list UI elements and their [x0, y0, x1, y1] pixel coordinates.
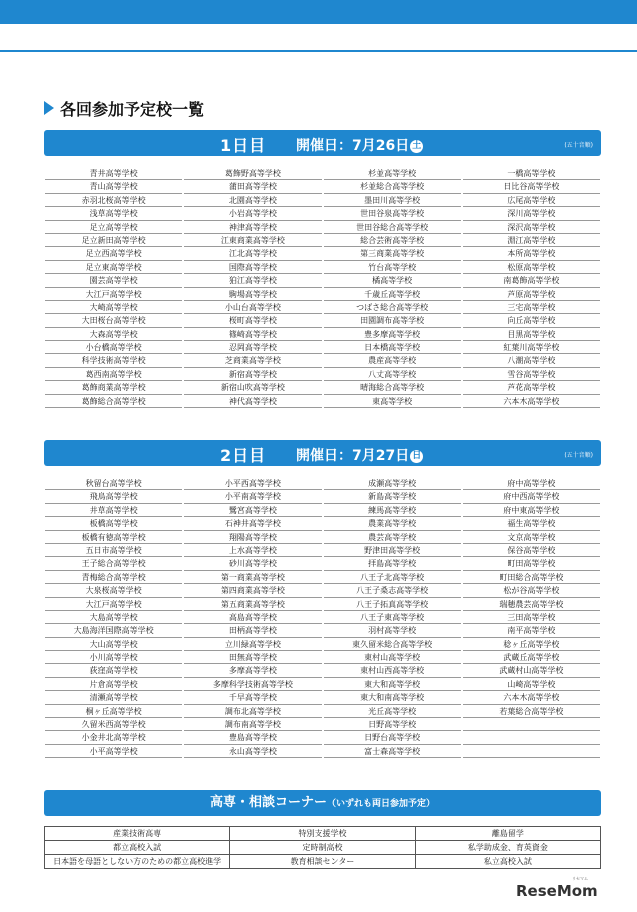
table-row	[44, 571, 601, 584]
school-cell: 大田桜台高等学校	[45, 314, 182, 327]
school-cell: 田柄高等学校	[184, 624, 321, 637]
school-cell: 光丘高等学校	[324, 705, 461, 718]
school-cell: 大泉桜高等学校	[45, 584, 182, 597]
school-cell	[463, 731, 600, 744]
school-cell: 永山高等学校	[184, 745, 321, 758]
consultation-table	[44, 826, 601, 869]
school-cell: 井草高等学校	[45, 504, 182, 517]
school-cell: 羽村高等学校	[324, 624, 461, 637]
day1-label: 1日目	[220, 136, 267, 155]
table-row	[44, 477, 601, 490]
school-cell: 浅草高等学校	[45, 207, 182, 220]
school-cell: 大江戸高等学校	[45, 288, 182, 301]
day2-school-grid	[44, 477, 601, 758]
day1-date-text: 開催日：7月26日	[296, 138, 410, 154]
school-cell: 世田谷泉高等学校	[324, 207, 461, 220]
school-cell: 成瀬高等学校	[324, 477, 461, 490]
school-cell: 日野台高等学校	[324, 731, 461, 744]
school-cell: 桜町高等学校	[184, 314, 321, 327]
school-cell: 小平南高等学校	[184, 490, 321, 503]
school-cell: 荻窪高等学校	[45, 664, 182, 677]
school-cell: 多摩科学技術高等学校	[184, 678, 321, 691]
school-cell: 八王子拓真高等学校	[324, 598, 461, 611]
consultation-row	[45, 841, 601, 855]
table-row	[44, 531, 601, 544]
day2-order-note: (五十音順)	[564, 452, 593, 459]
day1-school-grid	[44, 167, 601, 408]
school-cell: 武蔵村山高等学校	[463, 664, 600, 677]
table-row	[44, 731, 601, 744]
school-cell: 赤羽北桜高等学校	[45, 194, 182, 207]
table-row	[44, 517, 601, 530]
school-cell	[463, 745, 600, 758]
school-cell: 園芸高等学校	[45, 274, 182, 287]
school-cell: 本所高等学校	[463, 247, 600, 260]
table-row	[44, 288, 601, 301]
school-cell: 芦花高等学校	[463, 381, 600, 394]
school-cell: 稔ヶ丘高等学校	[463, 638, 600, 651]
school-cell: 小金井北高等学校	[45, 731, 182, 744]
school-cell: 府中高等学校	[463, 477, 600, 490]
school-cell: 東大和高等学校	[324, 678, 461, 691]
school-cell: 忍岡高等学校	[184, 341, 321, 354]
school-cell: 小平高等学校	[45, 745, 182, 758]
table-row	[44, 167, 601, 180]
school-cell: 豊多摩高等学校	[324, 328, 461, 341]
school-cell: 足立西高等学校	[45, 247, 182, 260]
school-cell: 豊島高等学校	[184, 731, 321, 744]
table-row	[44, 207, 601, 220]
school-cell: 晴海総合高等学校	[324, 381, 461, 394]
school-cell: つばさ総合高等学校	[324, 301, 461, 314]
day2-label: 2日目	[220, 446, 267, 465]
consultation-cell: 産業技術高専	[45, 827, 230, 841]
school-cell: 大山高等学校	[45, 638, 182, 651]
day1-order-note: (五十音順)	[564, 142, 593, 149]
table-row	[44, 221, 601, 234]
logo-small-text: リセマム	[572, 876, 588, 881]
school-cell: 青井高等学校	[45, 167, 182, 180]
school-cell: 八王子東高等学校	[324, 611, 461, 624]
school-cell: 拝島高等学校	[324, 557, 461, 570]
consultation-cell: 私立高校入試	[415, 855, 600, 869]
school-cell: 秋留台高等学校	[45, 477, 182, 490]
consultation-header	[44, 790, 601, 816]
school-cell: 第五商業高等学校	[184, 598, 321, 611]
school-cell: 雪谷高等学校	[463, 368, 600, 381]
school-cell: 一橋高等学校	[463, 167, 600, 180]
day2-weekday-badge: 日	[412, 450, 422, 461]
school-cell: 大島高等学校	[45, 611, 182, 624]
consultation-cell: 日本語を母語としない方のための都立高校進学	[45, 855, 230, 869]
table-row	[44, 180, 601, 193]
school-cell: 武蔵丘高等学校	[463, 651, 600, 664]
school-cell: 南葛飾高等学校	[463, 274, 600, 287]
school-cell: 橘高等学校	[324, 274, 461, 287]
table-row	[44, 247, 601, 260]
school-cell: 清瀬高等学校	[45, 691, 182, 704]
school-cell: 調布南高等学校	[184, 718, 321, 731]
school-cell: 小台橋高等学校	[45, 341, 182, 354]
school-cell: 府中西高等学校	[463, 490, 600, 503]
school-cell: 六本木高等学校	[463, 395, 600, 408]
school-cell: 第一商業高等学校	[184, 571, 321, 584]
school-cell: 瑞穂農芸高等学校	[463, 598, 600, 611]
school-cell: 日本橋高等学校	[324, 341, 461, 354]
school-cell: 東村山高等学校	[324, 651, 461, 664]
school-cell: 足立新田高等学校	[45, 234, 182, 247]
school-cell: 蒲田高等学校	[184, 180, 321, 193]
table-row	[44, 598, 601, 611]
day2-date	[296, 445, 423, 465]
school-cell: 新宿高等学校	[184, 368, 321, 381]
consultation-cell: 私学助成金、育英資金	[415, 841, 600, 855]
consultation-row	[45, 855, 601, 869]
table-row	[44, 718, 601, 731]
table-row	[44, 584, 601, 597]
school-cell: 鷺宮高等学校	[184, 504, 321, 517]
school-cell: 青梅総合高等学校	[45, 571, 182, 584]
school-cell: 千早高等学校	[184, 691, 321, 704]
school-cell: 調布北高等学校	[184, 705, 321, 718]
school-cell: 野津田高等学校	[324, 544, 461, 557]
table-row	[44, 261, 601, 274]
school-cell: 神代高等学校	[184, 395, 321, 408]
school-cell: 深沢高等学校	[463, 221, 600, 234]
school-cell: 淵江高等学校	[463, 234, 600, 247]
logo-text: ReseMom	[516, 882, 598, 900]
school-cell: 砂川高等学校	[184, 557, 321, 570]
school-cell: 大島海洋国際高等学校	[45, 624, 182, 637]
school-cell: 小岩高等学校	[184, 207, 321, 220]
triangle-marker-icon	[44, 101, 54, 115]
school-cell: 農芸高等学校	[324, 531, 461, 544]
consultation-title: 高専・相談コーナー	[209, 795, 327, 810]
school-cell: 国際高等学校	[184, 261, 321, 274]
school-cell: 桐ヶ丘高等学校	[45, 705, 182, 718]
school-cell: 東高等学校	[324, 395, 461, 408]
school-cell: 石神井高等学校	[184, 517, 321, 530]
school-cell: 五日市高等学校	[45, 544, 182, 557]
table-row	[44, 301, 601, 314]
school-cell: 新宿山吹高等学校	[184, 381, 321, 394]
school-cell: 墨田川高等学校	[324, 194, 461, 207]
school-cell: 大崎高等学校	[45, 301, 182, 314]
school-cell: 竹台高等学校	[324, 261, 461, 274]
school-cell: 飛鳥高等学校	[45, 490, 182, 503]
table-row	[44, 274, 601, 287]
consultation-note: （いずれも両日参加予定）	[327, 799, 436, 809]
day1-header	[44, 130, 601, 156]
table-row	[44, 678, 601, 691]
school-cell: 山崎高等学校	[463, 678, 600, 691]
resemom-logo	[516, 876, 598, 900]
school-cell: 青山高等学校	[45, 180, 182, 193]
school-cell: 板橋高等学校	[45, 517, 182, 530]
consultation-cell: 定時制高校	[230, 841, 415, 855]
day1-weekday-badge: 土	[412, 140, 422, 151]
table-row	[44, 611, 601, 624]
table-row	[44, 638, 601, 651]
school-cell	[463, 718, 600, 731]
school-cell: 神津高等学校	[184, 221, 321, 234]
school-cell: 福生高等学校	[463, 517, 600, 530]
page-title-text: 各回参加予定校一覧	[60, 99, 205, 119]
school-cell: 向丘高等学校	[463, 314, 600, 327]
school-cell: 葛飾総合高等学校	[45, 395, 182, 408]
school-cell: 葛飾野高等学校	[184, 167, 321, 180]
school-cell: 江北高等学校	[184, 247, 321, 260]
school-cell: 田無高等学校	[184, 651, 321, 664]
school-cell: 三田高等学校	[463, 611, 600, 624]
table-row	[44, 624, 601, 637]
table-row	[44, 194, 601, 207]
table-row	[44, 705, 601, 718]
school-cell: 八王子北高等学校	[324, 571, 461, 584]
school-cell: 六本木高等学校	[463, 691, 600, 704]
school-cell: 芝商業高等学校	[184, 354, 321, 367]
top-color-band	[0, 0, 637, 24]
school-cell: 南平高等学校	[463, 624, 600, 637]
school-cell: 高島高等学校	[184, 611, 321, 624]
school-cell: 大森高等学校	[45, 328, 182, 341]
school-cell: 田園調布高等学校	[324, 314, 461, 327]
school-cell: 日比谷高等学校	[463, 180, 600, 193]
table-row	[44, 490, 601, 503]
school-cell: 保谷高等学校	[463, 544, 600, 557]
school-cell: 新島高等学校	[324, 490, 461, 503]
school-cell: 町田総合高等学校	[463, 571, 600, 584]
table-row	[44, 691, 601, 704]
school-cell: 八丈高等学校	[324, 368, 461, 381]
school-cell: 上水高等学校	[184, 544, 321, 557]
table-row	[44, 544, 601, 557]
school-cell: 片倉高等学校	[45, 678, 182, 691]
school-cell: 葛飾商業高等学校	[45, 381, 182, 394]
school-cell: 第三商業高等学校	[324, 247, 461, 260]
school-cell: 松が谷高等学校	[463, 584, 600, 597]
school-cell: 府中東高等学校	[463, 504, 600, 517]
school-cell: 第四商業高等学校	[184, 584, 321, 597]
school-cell: 小平西高等学校	[184, 477, 321, 490]
consultation-cell: 離島留学	[415, 827, 600, 841]
school-cell: 芦原高等学校	[463, 288, 600, 301]
school-cell: 世田谷総合高等学校	[324, 221, 461, 234]
school-cell: 練馬高等学校	[324, 504, 461, 517]
table-row	[44, 664, 601, 677]
school-cell: 大江戸高等学校	[45, 598, 182, 611]
school-cell: 小山台高等学校	[184, 301, 321, 314]
table-row	[44, 745, 601, 758]
day1-date	[296, 135, 423, 155]
school-cell: 松原高等学校	[463, 261, 600, 274]
school-cell: 八王子桑志高等学校	[324, 584, 461, 597]
school-cell: 若葉総合高等学校	[463, 705, 600, 718]
table-row	[44, 314, 601, 327]
school-cell: 東村山西高等学校	[324, 664, 461, 677]
school-cell: 狛江高等学校	[184, 274, 321, 287]
school-cell: 日野高等学校	[324, 718, 461, 731]
school-cell: 駒場高等学校	[184, 288, 321, 301]
school-cell: 北園高等学校	[184, 194, 321, 207]
school-cell: 王子総合高等学校	[45, 557, 182, 570]
school-cell: 立川緑高等学校	[184, 638, 321, 651]
consultation-cell: 特別支援学校	[230, 827, 415, 841]
table-row	[44, 354, 601, 367]
consultation-cell: 都立高校入試	[45, 841, 230, 855]
school-cell: 篠崎高等学校	[184, 328, 321, 341]
school-cell: 三宅高等学校	[463, 301, 600, 314]
school-cell: 農産高等学校	[324, 354, 461, 367]
table-row	[44, 504, 601, 517]
school-cell: 翔陽高等学校	[184, 531, 321, 544]
school-cell: 葛西南高等学校	[45, 368, 182, 381]
top-banner	[0, 0, 637, 52]
school-cell: 江東商業高等学校	[184, 234, 321, 247]
school-cell: 町田高等学校	[463, 557, 600, 570]
school-cell: 杉並高等学校	[324, 167, 461, 180]
consultation-row	[45, 827, 601, 841]
school-cell: 農業高等学校	[324, 517, 461, 530]
school-cell: 紅葉川高等学校	[463, 341, 600, 354]
school-cell: 杉並総合高等学校	[324, 180, 461, 193]
school-cell: 千歳丘高等学校	[324, 288, 461, 301]
page-title	[44, 97, 204, 119]
school-cell: 足立高等学校	[45, 221, 182, 234]
school-cell: 久留米西高等学校	[45, 718, 182, 731]
table-row	[44, 328, 601, 341]
table-row	[44, 557, 601, 570]
school-cell: 東大和南高等学校	[324, 691, 461, 704]
table-row	[44, 381, 601, 394]
top-rule	[0, 50, 637, 52]
school-cell: 小川高等学校	[45, 651, 182, 664]
day2-date-text: 開催日：7月27日	[296, 448, 410, 464]
school-cell: 科学技術高等学校	[45, 354, 182, 367]
school-cell: 多摩高等学校	[184, 664, 321, 677]
table-row	[44, 341, 601, 354]
school-cell: 深川高等学校	[463, 207, 600, 220]
school-cell: 足立東高等学校	[45, 261, 182, 274]
consultation-cell: 教育相談センター	[230, 855, 415, 869]
day2-header	[44, 440, 601, 466]
school-cell: 目黒高等学校	[463, 328, 600, 341]
table-row	[44, 395, 601, 408]
table-row	[44, 651, 601, 664]
school-cell: 東久留米総合高等学校	[324, 638, 461, 651]
school-cell: 板橋有徳高等学校	[45, 531, 182, 544]
school-cell: 広尾高等学校	[463, 194, 600, 207]
table-row	[44, 368, 601, 381]
school-cell: 文京高等学校	[463, 531, 600, 544]
school-cell: 八潮高等学校	[463, 354, 600, 367]
school-cell: 総合芸術高等学校	[324, 234, 461, 247]
table-row	[44, 234, 601, 247]
school-cell: 富士森高等学校	[324, 745, 461, 758]
